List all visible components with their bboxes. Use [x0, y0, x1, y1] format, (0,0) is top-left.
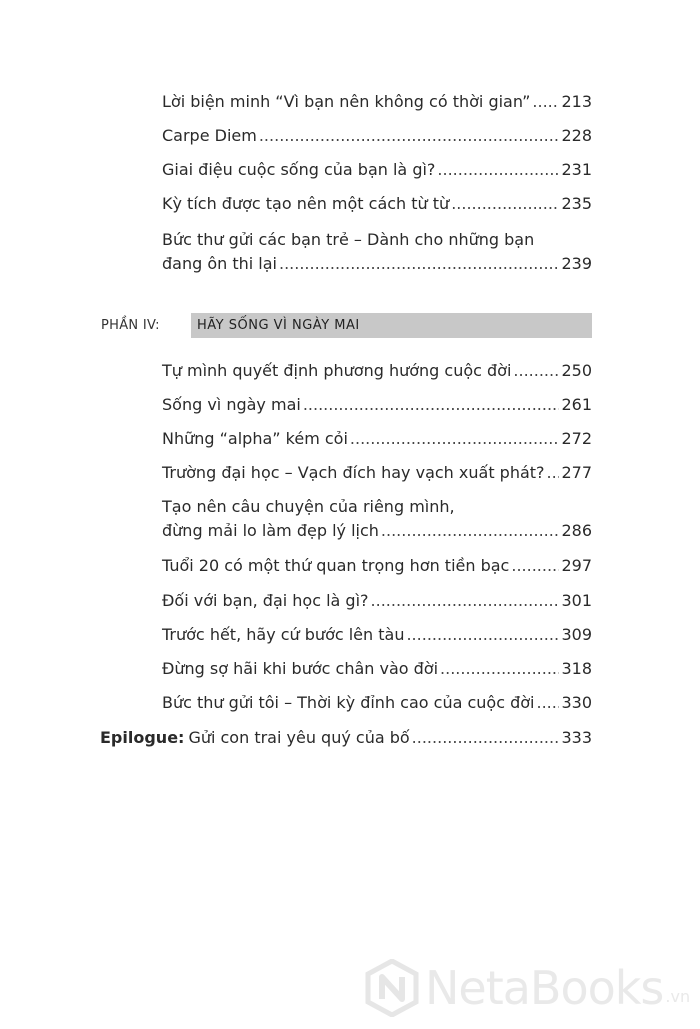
leader-dots [381, 521, 560, 541]
toc-entry-title: Kỳ tích được tạo nên một cách từ từ [162, 194, 450, 213]
epilogue-label: Epilogue: [100, 728, 185, 747]
toc-entry-title: Tuổi 20 có một thứ quan trọng hơn tiền bạc [162, 556, 510, 575]
toc-entry-page: 297 [561, 556, 592, 575]
toc-entry-page: 277 [561, 463, 592, 482]
toc-entry-page: 301 [561, 591, 592, 610]
leader-dots [451, 194, 559, 214]
toc-entry-page: 318 [561, 659, 592, 678]
toc-entry [162, 521, 592, 541]
leader-dots [511, 556, 559, 576]
toc-entry-title: Đừng sợ hãi khi bước chân vào đời [162, 659, 439, 678]
toc-entry-title: đừng mải lo làm đẹp lý lịch [162, 521, 379, 540]
toc-entry [162, 160, 592, 180]
toc-entry [162, 126, 592, 146]
leader-dots [412, 728, 560, 748]
toc-entry [162, 693, 592, 713]
toc-entry-page: 330 [561, 693, 592, 712]
toc-entry-page: 213 [561, 92, 592, 111]
toc-entry-page: 228 [561, 126, 592, 145]
toc-entry-page: 235 [561, 194, 592, 213]
toc-entry [162, 556, 592, 576]
toc-entry-page: 286 [561, 521, 592, 540]
toc-entry [162, 429, 592, 449]
toc-entry [162, 659, 592, 679]
leader-dots [303, 395, 560, 415]
toc-entry-page: 231 [561, 160, 592, 179]
watermark-tld: .vn [665, 987, 691, 1006]
toc-entry-page: 250 [561, 361, 592, 380]
toc-entry [162, 194, 592, 214]
toc-entry-title: Carpe Diem [162, 126, 257, 145]
toc-entry [162, 92, 592, 112]
toc-entry-title: Đối với bạn, đại học là gì? [162, 591, 369, 610]
watermark-logo [365, 958, 690, 1018]
epilogue-title: Gửi con trai yêu quý của bố [188, 728, 410, 747]
leader-dots [259, 126, 560, 146]
toc-entry-page: 239 [561, 254, 592, 273]
toc-entry-title: Giai điệu cuộc sống của bạn là gì? [162, 160, 436, 179]
toc-entry [162, 625, 592, 645]
part-title: HÃY SỐNG VÌ NGÀY MAI [191, 313, 592, 338]
toc-entry-title: Lời biện minh “Vì bạn nên không có thời gian” [162, 92, 531, 111]
toc-entry-page: 272 [561, 429, 592, 448]
part-label: PHẦN IV: [101, 318, 160, 333]
leader-dots [371, 591, 560, 611]
toc-entry-title: Tự mình quyết định phương hướng cuộc đời [162, 361, 512, 380]
leader-dots [406, 625, 559, 645]
leader-dots [350, 429, 560, 449]
toc-entry [162, 591, 592, 611]
watermark-brand: NetaBooks [425, 961, 664, 1015]
toc-entry-title: Trước hết, hãy cứ bước lên tàu [162, 625, 405, 644]
epilogue-page: 333 [561, 728, 592, 747]
toc-entry [162, 463, 592, 483]
leader-dots [279, 254, 559, 274]
leader-dots [440, 659, 559, 679]
leader-dots [536, 693, 559, 713]
toc-entry-title: Sống vì ngày mai [162, 395, 301, 414]
toc-entry-title: Trường đại học – Vạch đích hay vạch xuất phát? [162, 463, 545, 482]
leader-dots [513, 361, 559, 381]
toc-entry-page: 261 [561, 395, 592, 414]
toc-entry-title-line1: Bức thư gửi các bạn trẻ – Dành cho những bạn [162, 230, 535, 249]
toc-entry-title-line1: Tạo nên câu chuyện của riêng mình, [162, 497, 455, 516]
netabooks-logo-icon [365, 959, 419, 1017]
toc-entry [162, 361, 592, 381]
part-heading [101, 313, 592, 338]
leader-dots [437, 160, 559, 180]
toc-entry [162, 254, 592, 274]
toc-entry-title: đang ôn thi lại [162, 254, 277, 273]
toc-entry-title: Những “alpha” kém cỏi [162, 429, 348, 448]
toc-entry-title: Bức thư gửi tôi – Thời kỳ đỉnh cao của cuộc đời [162, 693, 535, 712]
epilogue-entry [100, 728, 592, 748]
toc-entry-page: 309 [561, 625, 592, 644]
toc-entry [162, 395, 592, 415]
leader-dots [547, 463, 560, 483]
leader-dots [532, 92, 559, 112]
